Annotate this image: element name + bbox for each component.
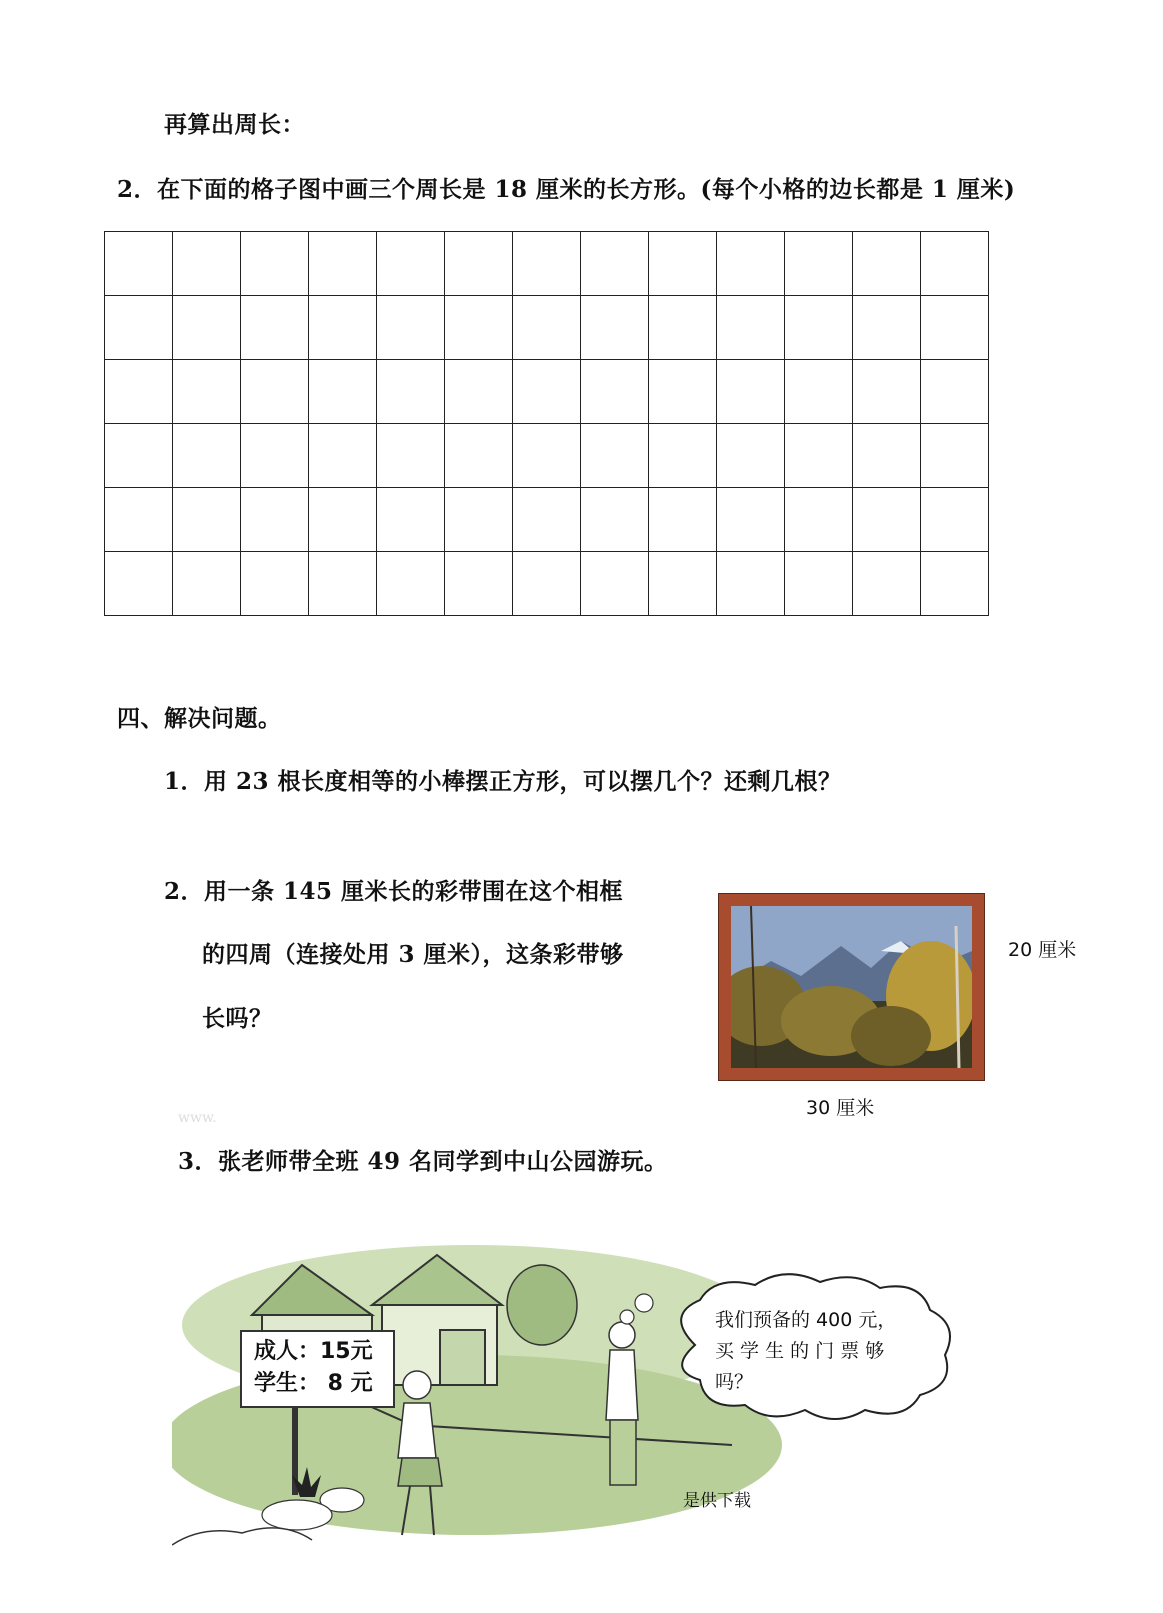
frame-width-label: 30 厘米 bbox=[806, 1097, 875, 1119]
grid-cell[interactable] bbox=[853, 488, 921, 552]
grid-cell[interactable] bbox=[717, 232, 785, 296]
grid-cell[interactable] bbox=[649, 488, 717, 552]
grid-cell[interactable] bbox=[513, 552, 581, 616]
grid-cell[interactable] bbox=[173, 552, 241, 616]
grid-row bbox=[105, 360, 989, 424]
landscape-image bbox=[731, 906, 972, 1068]
grid-cell[interactable] bbox=[445, 488, 513, 552]
grid-cell[interactable] bbox=[173, 296, 241, 360]
grid-cell[interactable] bbox=[785, 232, 853, 296]
grid-cell[interactable] bbox=[241, 232, 309, 296]
perimeter-line: 再算出周长： bbox=[164, 111, 305, 138]
grid-cell[interactable] bbox=[513, 232, 581, 296]
grid-row bbox=[105, 296, 989, 360]
grid-cell[interactable] bbox=[581, 360, 649, 424]
faint-watermark: www. bbox=[178, 1110, 217, 1126]
grid-cell[interactable] bbox=[105, 296, 173, 360]
grid-cell[interactable] bbox=[309, 552, 377, 616]
thought-bubble-text bbox=[715, 1305, 896, 1398]
grid-row bbox=[105, 488, 989, 552]
grid-cell[interactable] bbox=[241, 360, 309, 424]
grid-cell[interactable] bbox=[445, 232, 513, 296]
grid-cell[interactable] bbox=[785, 488, 853, 552]
grid-cell[interactable] bbox=[785, 424, 853, 488]
grid-cell[interactable] bbox=[853, 424, 921, 488]
grid-cell[interactable] bbox=[921, 296, 989, 360]
grid-cell[interactable] bbox=[377, 296, 445, 360]
grid-cell[interactable] bbox=[309, 424, 377, 488]
grid-cell[interactable] bbox=[853, 296, 921, 360]
grid-cell[interactable] bbox=[581, 424, 649, 488]
grid-cell[interactable] bbox=[853, 360, 921, 424]
frame-height-label: 20 厘米 bbox=[1008, 939, 1077, 961]
grid-cell[interactable] bbox=[105, 232, 173, 296]
grid-cell[interactable] bbox=[377, 552, 445, 616]
grid-cell[interactable] bbox=[649, 424, 717, 488]
grid-cell[interactable] bbox=[309, 232, 377, 296]
grid-cell[interactable] bbox=[241, 424, 309, 488]
grid-cell[interactable] bbox=[785, 296, 853, 360]
grid-cell[interactable] bbox=[105, 488, 173, 552]
question-1-sticks: 1．用 23 根长度相等的小棒摆正方形，可以摆几个？还剩几根？ bbox=[164, 768, 842, 795]
grid-cell[interactable] bbox=[717, 424, 785, 488]
grid-cell[interactable] bbox=[513, 488, 581, 552]
grid-cell[interactable] bbox=[377, 232, 445, 296]
photo-frame bbox=[718, 893, 985, 1081]
grid-cell[interactable] bbox=[445, 424, 513, 488]
grid-cell[interactable] bbox=[717, 552, 785, 616]
grid-cell[interactable] bbox=[649, 232, 717, 296]
grid-cell[interactable] bbox=[513, 360, 581, 424]
grid-cell[interactable] bbox=[173, 488, 241, 552]
grid-cell[interactable] bbox=[717, 488, 785, 552]
grid-cell[interactable] bbox=[513, 424, 581, 488]
grid-cell[interactable] bbox=[649, 296, 717, 360]
grid-row bbox=[105, 424, 989, 488]
grid-cell[interactable] bbox=[921, 360, 989, 424]
grid-cell[interactable] bbox=[377, 488, 445, 552]
grid-cell[interactable] bbox=[581, 552, 649, 616]
grid-cell[interactable] bbox=[445, 296, 513, 360]
grid-row bbox=[105, 552, 989, 616]
grid-cell[interactable] bbox=[649, 360, 717, 424]
student-price: 学生： 8 元 bbox=[254, 1371, 373, 1396]
grid-cell[interactable] bbox=[581, 488, 649, 552]
grid-cell[interactable] bbox=[921, 552, 989, 616]
grid-cell[interactable] bbox=[581, 232, 649, 296]
question-2-line-2: 的四周（连接处用 3 厘米），这条彩带够 bbox=[202, 941, 624, 968]
grid-cell[interactable] bbox=[173, 424, 241, 488]
grid-cell[interactable] bbox=[717, 296, 785, 360]
grid-cell[interactable] bbox=[445, 360, 513, 424]
question-2-grid: 2．在下面的格子图中画三个周长是 18 厘米的长方形。(每个小格的边长都是 1 厘米) bbox=[117, 176, 1016, 203]
grid-cell[interactable] bbox=[581, 296, 649, 360]
grid-cell[interactable] bbox=[853, 232, 921, 296]
section-4-heading: 四、解决问题。 bbox=[117, 705, 282, 732]
grid-cell[interactable] bbox=[853, 552, 921, 616]
grid-cell[interactable] bbox=[309, 488, 377, 552]
grid-cell[interactable] bbox=[309, 360, 377, 424]
bubble-line-3: 吗？ bbox=[715, 1371, 754, 1393]
grid-cell[interactable] bbox=[241, 552, 309, 616]
ticket-price-sign bbox=[240, 1330, 395, 1408]
grid-cell[interactable] bbox=[105, 360, 173, 424]
grid-cell[interactable] bbox=[173, 360, 241, 424]
question-2-line-3: 长吗？ bbox=[202, 1005, 273, 1032]
grid-cell[interactable] bbox=[377, 424, 445, 488]
adult-price: 成人：15元 bbox=[254, 1339, 373, 1364]
grid-cell[interactable] bbox=[173, 232, 241, 296]
grid-cell[interactable] bbox=[785, 552, 853, 616]
grid-row bbox=[105, 232, 989, 296]
grid-cell[interactable] bbox=[785, 360, 853, 424]
grid-paper[interactable] bbox=[104, 231, 989, 616]
question-2-line-1: 2．用一条 145 厘米长的彩带围在这个相框 bbox=[164, 878, 624, 905]
download-watermark: 是供下载 bbox=[683, 1491, 751, 1511]
grid-cell[interactable] bbox=[921, 424, 989, 488]
grid-cell[interactable] bbox=[241, 296, 309, 360]
grid-cell[interactable] bbox=[309, 296, 377, 360]
grid-cell[interactable] bbox=[445, 552, 513, 616]
grid-cell[interactable] bbox=[105, 424, 173, 488]
grid-cell[interactable] bbox=[717, 360, 785, 424]
bubble-line-1: 我们预备的 400 元， bbox=[715, 1309, 897, 1331]
grid-cell[interactable] bbox=[377, 360, 445, 424]
grid-cell[interactable] bbox=[921, 488, 989, 552]
grid-cell[interactable] bbox=[649, 552, 717, 616]
grid-cell[interactable] bbox=[105, 552, 173, 616]
grid-cell[interactable] bbox=[513, 296, 581, 360]
grid-cell[interactable] bbox=[921, 232, 989, 296]
bubble-line-2: 买 学 生 的 门 票 够 bbox=[715, 1340, 885, 1362]
question-3-park: 3．张老师带全班 49 名同学到中山公园游玩。 bbox=[178, 1148, 668, 1175]
grid-cell[interactable] bbox=[241, 488, 309, 552]
